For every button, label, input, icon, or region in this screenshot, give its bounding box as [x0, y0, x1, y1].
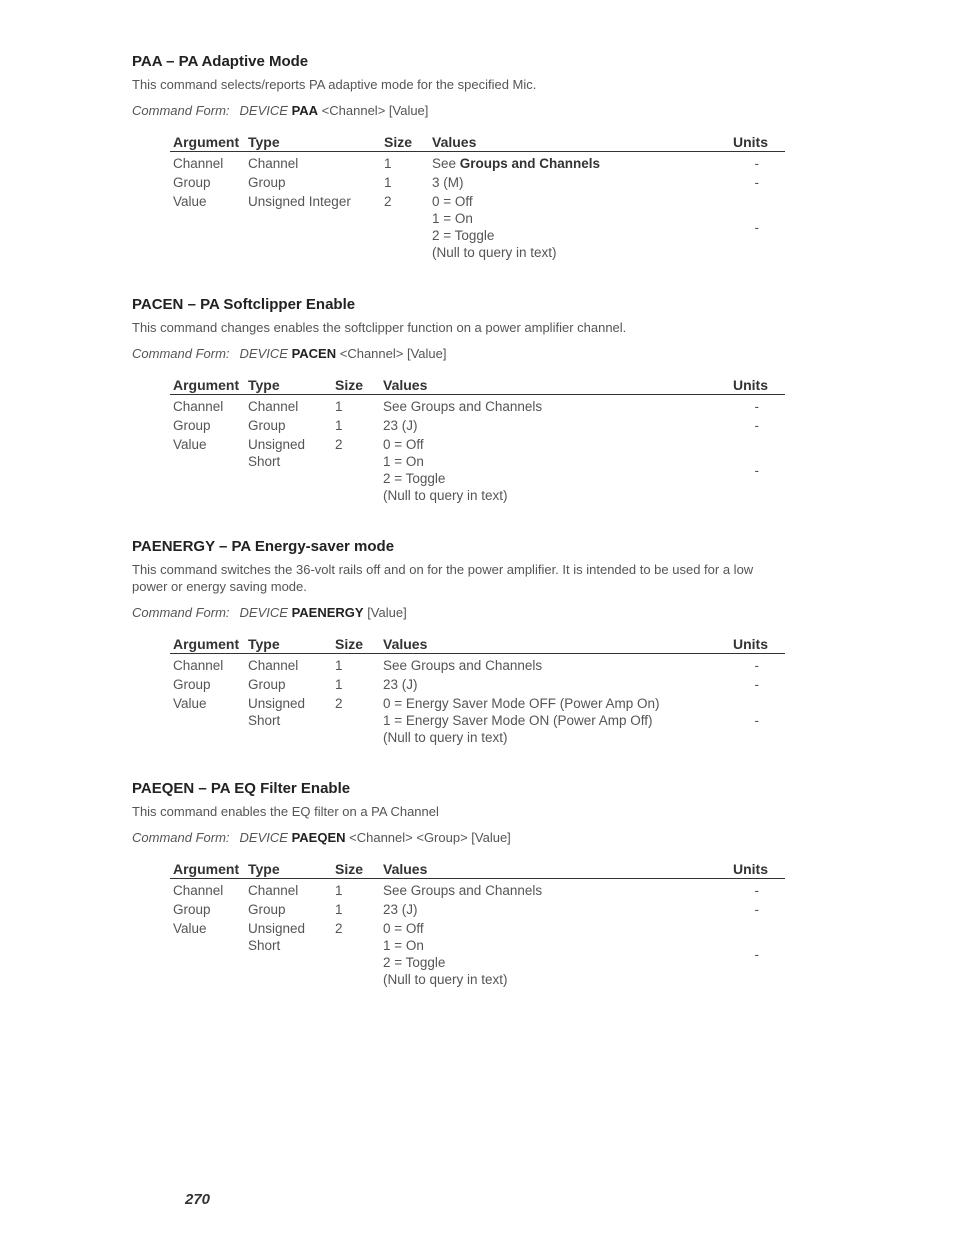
- command-form-label: Command Form:: [132, 103, 230, 118]
- cell-type: Channel: [248, 658, 299, 673]
- command-code: PACEN: [132, 296, 184, 313]
- value-line: 23 (J): [383, 902, 418, 917]
- command-form-device: DEVICE: [239, 605, 288, 620]
- type-line: Short: [248, 454, 281, 469]
- command-section-paenergy: [132, 538, 785, 747]
- header-units: Units: [715, 635, 785, 654]
- argument-table: [170, 376, 785, 505]
- value-line: 0 = Off: [432, 194, 473, 209]
- values-link-text: Groups and Channels: [459, 156, 601, 171]
- value-line: 1 = On: [383, 938, 424, 953]
- command-form-args: <Channel> <Group> [Value]: [349, 830, 511, 845]
- cell-values: [380, 675, 715, 694]
- type-line: Unsigned: [248, 437, 306, 452]
- cell-values: [429, 192, 715, 262]
- value-line: 23 (J): [383, 418, 418, 433]
- value-line: 2 = Toggle: [432, 228, 495, 243]
- cell-units: -: [754, 156, 759, 171]
- header-type: Type: [245, 133, 381, 152]
- header-values: Values: [380, 635, 715, 654]
- cell-size: 2: [335, 696, 343, 711]
- cell-values: [380, 694, 715, 747]
- header-units: Units: [715, 133, 785, 152]
- value-line: 0 = Off: [383, 921, 424, 936]
- header-type: Type: [245, 860, 332, 879]
- cell-argument: Value: [173, 696, 207, 711]
- value-line: 1 = On: [432, 211, 473, 226]
- cell-values: [380, 919, 715, 989]
- cell-size: 1: [335, 902, 343, 917]
- section-title: [132, 296, 785, 314]
- header-argument: Argument: [170, 376, 245, 395]
- cell-units: -: [754, 658, 759, 673]
- section-description: This command changes enables the softclipper function on a power amplifier channel.: [132, 320, 627, 335]
- cell-size: 1: [335, 658, 343, 673]
- cell-argument: Group: [173, 418, 211, 433]
- command-form-device: DEVICE: [239, 103, 288, 118]
- table-row: [170, 654, 785, 676]
- cell-type: Channel: [248, 156, 299, 171]
- command-form-device: DEVICE: [239, 346, 288, 361]
- cell-type: Channel: [248, 883, 299, 898]
- cell-size: 1: [384, 175, 392, 190]
- command-form-label: Command Form:: [132, 346, 230, 361]
- table-row: [170, 416, 785, 435]
- value-line: 2 = Toggle: [383, 955, 446, 970]
- command-form-args: <Channel> [Value]: [339, 346, 447, 361]
- page-number: 270: [185, 1191, 211, 1208]
- cell-units: -: [754, 462, 759, 478]
- value-line: 23 (J): [383, 677, 418, 692]
- header-argument: Argument: [170, 635, 245, 654]
- command-form: [132, 102, 785, 119]
- cell-values: [380, 654, 715, 676]
- value-line: (Null to query in text): [383, 972, 508, 987]
- header-values: Values: [380, 376, 715, 395]
- command-code: PAA: [132, 53, 162, 70]
- command-title: – PA EQ Filter Enable: [194, 780, 351, 797]
- cell-type: Group: [248, 902, 286, 917]
- cell-values: [380, 900, 715, 919]
- command-section-paa: [132, 53, 785, 262]
- header-type: Type: [245, 376, 332, 395]
- header-size: Size: [332, 376, 380, 395]
- cell-values: [380, 395, 715, 417]
- cell-values: [380, 416, 715, 435]
- command-title: – PA Softclipper Enable: [183, 296, 356, 313]
- table-row: [170, 192, 785, 262]
- section-description: This command enables the EQ filter on a PA Channel: [132, 804, 439, 819]
- type-line: Short: [248, 713, 281, 728]
- table-header-row: [170, 133, 785, 152]
- table-row: [170, 879, 785, 901]
- header-argument: Argument: [170, 133, 245, 152]
- cell-size: 2: [384, 194, 392, 209]
- table-row: [170, 675, 785, 694]
- header-argument: Argument: [170, 860, 245, 879]
- value-line: 1 = On: [383, 454, 424, 469]
- header-size: Size: [332, 635, 380, 654]
- section-description: This command switches the 36-volt rails off and on for the power amplifier. It is intended to be used for a low power or energy saving mode.: [132, 562, 754, 594]
- section-title: [132, 53, 785, 71]
- cell-type: Group: [248, 677, 286, 692]
- cell-units: -: [754, 418, 759, 433]
- cell-units: -: [754, 713, 759, 728]
- cell-argument: Value: [173, 194, 207, 209]
- command-code: PAEQEN: [132, 780, 195, 797]
- value-line: (Null to query in text): [432, 245, 557, 260]
- table-header-row: [170, 376, 785, 395]
- value-line: See Groups and Channels: [383, 658, 543, 673]
- header-units: Units: [715, 860, 785, 879]
- cell-units: -: [754, 883, 759, 898]
- type-line: Short: [248, 938, 281, 953]
- cell-units: -: [754, 677, 759, 692]
- command-form-code: PAENERGY: [291, 605, 364, 620]
- command-section-pacen: [132, 296, 785, 505]
- value-line: 2 = Toggle: [383, 471, 446, 486]
- cell-argument: Channel: [173, 883, 224, 898]
- cell-type: [245, 435, 332, 505]
- cell-type: Unsigned Integer: [248, 194, 351, 209]
- cell-type: Channel: [248, 399, 299, 414]
- table-row: [170, 395, 785, 417]
- cell-size: 1: [335, 418, 343, 433]
- table-row: [170, 919, 785, 989]
- command-form-code: PACEN: [291, 346, 337, 361]
- cell-size: 2: [335, 921, 343, 936]
- table-row: [170, 152, 785, 174]
- argument-table: [170, 860, 785, 989]
- cell-units: -: [754, 946, 759, 962]
- cell-units: -: [754, 902, 759, 917]
- table-row: [170, 173, 785, 192]
- command-title: – PA Adaptive Mode: [162, 53, 309, 70]
- command-form: [132, 604, 785, 621]
- command-form: [132, 345, 785, 362]
- command-form-device: DEVICE: [239, 830, 288, 845]
- cell-size: 2: [335, 437, 343, 452]
- cell-argument: Channel: [173, 156, 224, 171]
- header-values: Values: [380, 860, 715, 879]
- command-section-paeqen: [132, 780, 785, 989]
- cell-type: [245, 919, 332, 989]
- header-type: Type: [245, 635, 332, 654]
- command-form-args: <Channel> [Value]: [321, 103, 429, 118]
- cell-units: -: [754, 399, 759, 414]
- value-line: 1 = Energy Saver Mode ON (Power Amp Off): [383, 713, 653, 728]
- command-form-args: [Value]: [367, 605, 407, 620]
- cell-argument: Group: [173, 677, 211, 692]
- table-header-row: [170, 860, 785, 879]
- table-row: [170, 900, 785, 919]
- cell-type: Group: [248, 175, 286, 190]
- type-line: Unsigned: [248, 696, 306, 711]
- table-row: [170, 694, 785, 747]
- cell-values: [429, 173, 715, 192]
- cell-units: -: [754, 175, 759, 190]
- type-line: Unsigned: [248, 921, 306, 936]
- section-title: [132, 780, 785, 798]
- cell-size: 1: [335, 677, 343, 692]
- value-line: See Groups and Channels: [383, 399, 543, 414]
- cell-type: [245, 694, 332, 747]
- cell-argument: Value: [173, 437, 207, 452]
- argument-table: [170, 635, 785, 747]
- value-line: See Groups and Channels: [383, 883, 543, 898]
- section-title: [132, 538, 785, 556]
- command-title: – PA Energy-saver mode: [214, 538, 395, 555]
- cell-argument: Channel: [173, 658, 224, 673]
- cell-argument: Group: [173, 175, 211, 190]
- table-row: [170, 435, 785, 505]
- cell-argument: Channel: [173, 399, 224, 414]
- header-values: Values: [429, 133, 715, 152]
- value-line: 3 (M): [432, 175, 464, 190]
- cell-values: [429, 152, 715, 174]
- cell-argument: Group: [173, 902, 211, 917]
- value-line: (Null to query in text): [383, 730, 508, 745]
- command-code: PAENERGY: [132, 538, 215, 555]
- header-units: Units: [715, 376, 785, 395]
- command-form-code: PAEQEN: [291, 830, 346, 845]
- value-line: (Null to query in text): [383, 488, 508, 503]
- values-prefix: See: [432, 156, 460, 171]
- cell-values: [380, 879, 715, 901]
- cell-size: 1: [384, 156, 392, 171]
- value-line: 0 = Off: [383, 437, 424, 452]
- command-form-code: PAA: [291, 103, 319, 118]
- table-header-row: [170, 635, 785, 654]
- value-line: 0 = Energy Saver Mode OFF (Power Amp On): [383, 696, 660, 711]
- header-size: Size: [381, 133, 429, 152]
- cell-size: 1: [335, 883, 343, 898]
- cell-type: Group: [248, 418, 286, 433]
- command-form: [132, 829, 785, 846]
- argument-table: [170, 133, 785, 262]
- command-form-label: Command Form:: [132, 605, 230, 620]
- cell-units: -: [754, 219, 759, 235]
- cell-size: 1: [335, 399, 343, 414]
- cell-values: [380, 435, 715, 505]
- command-form-label: Command Form:: [132, 830, 230, 845]
- section-description: This command selects/reports PA adaptive mode for the specified Mic.: [132, 77, 537, 92]
- header-size: Size: [332, 860, 380, 879]
- cell-argument: Value: [173, 921, 207, 936]
